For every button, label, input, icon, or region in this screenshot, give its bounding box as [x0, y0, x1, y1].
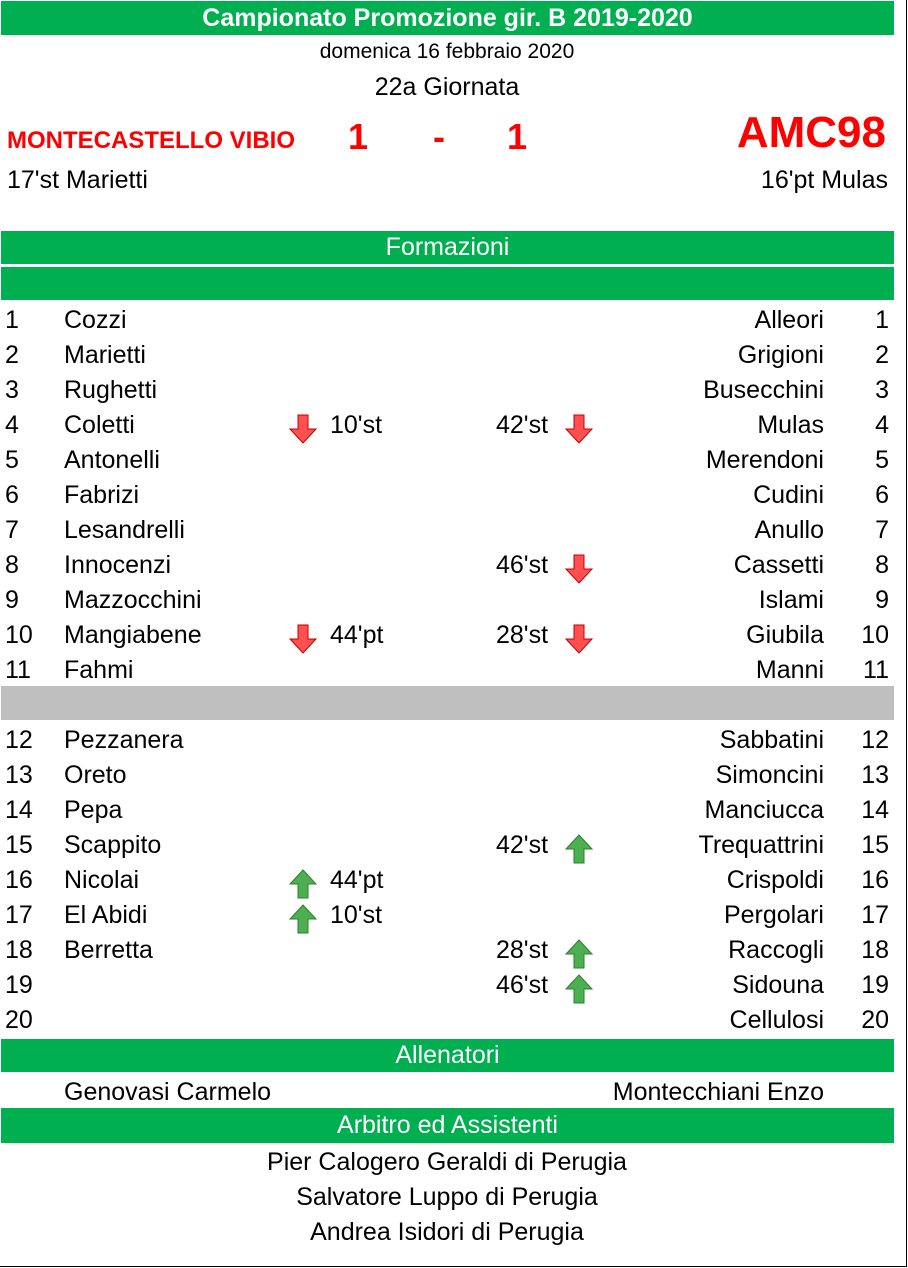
away-shirt-number: 19 [861, 971, 889, 999]
away-team-name: AMC98 [736, 108, 886, 157]
match-date: domenica 16 febbraio 2020 [319, 40, 575, 63]
home-player-name: Antonelli [64, 446, 160, 474]
away-player-name: Grigioni [737, 341, 824, 369]
away-player-name: Crispoldi [726, 866, 824, 894]
away-player-name: Sabbatini [719, 726, 824, 754]
home-shirt-number: 19 [5, 971, 33, 999]
home-team-name: MONTECASTELLO VIBIO [7, 127, 295, 154]
home-substitution-minute: 10'st [330, 901, 383, 929]
home-shirt-number: 13 [5, 761, 33, 789]
substitution-out-arrow-icon [564, 624, 594, 654]
away-player-name: Simoncini [715, 761, 824, 789]
round-label: 22a Giornata [374, 73, 520, 101]
home-player-name: Rughetti [64, 376, 158, 404]
lineup-row [0, 828, 894, 863]
home-shirt-number: 17 [5, 901, 33, 929]
away-player-name: Sidouna [732, 971, 824, 999]
home-player-name: Oreto [64, 761, 127, 789]
lineup-row [0, 1003, 894, 1038]
home-shirt-number: 2 [5, 341, 19, 369]
away-shirt-number: 15 [861, 831, 889, 859]
away-shirt-number: 18 [861, 936, 889, 964]
lineup-row [0, 443, 894, 478]
bench-separator [1, 686, 894, 720]
home-shirt-number: 1 [5, 306, 19, 334]
away-player-name: Cudini [753, 481, 824, 509]
away-player-name: Trequattrini [698, 831, 824, 859]
away-player-name: Cellulosi [729, 1006, 824, 1034]
substitution-in-arrow-icon [564, 939, 594, 969]
lineup-row [0, 338, 894, 373]
away-substitution-minute: 42'st [496, 411, 549, 439]
home-shirt-number: 20 [5, 1006, 33, 1034]
away-substitution-minute: 28'st [496, 936, 549, 964]
home-shirt-number: 14 [5, 796, 33, 824]
substitution-out-arrow-icon [564, 414, 594, 444]
away-substitution-minute: 46'st [496, 551, 549, 579]
lineup-row [0, 968, 894, 1003]
home-shirt-number: 8 [5, 551, 19, 579]
home-player-name: Fabrizi [64, 481, 140, 509]
away-shirt-number: 1 [875, 306, 889, 334]
home-player-name: Berretta [64, 936, 153, 964]
lineup-row [0, 303, 894, 338]
home-player-name: Scappito [64, 831, 162, 859]
lineup-row [0, 793, 894, 828]
away-player-name: Cassetti [733, 551, 824, 579]
away-score: 1 [507, 116, 528, 157]
lineup-row [0, 408, 894, 443]
lineup-row [0, 653, 894, 688]
home-player-name: Innocenzi [64, 551, 172, 579]
home-shirt-number: 4 [5, 411, 19, 439]
away-shirt-number: 9 [875, 586, 889, 614]
away-player-name: Manciucca [704, 796, 824, 824]
substitution-out-arrow-icon [564, 554, 594, 584]
substitution-in-arrow-icon [288, 869, 318, 899]
away-shirt-number: 16 [861, 866, 889, 894]
home-shirt-number: 7 [5, 516, 19, 544]
home-substitution-minute: 44'pt [330, 866, 384, 894]
home-shirt-number: 9 [5, 586, 19, 614]
away-player-name: Alleori [754, 306, 824, 334]
substitution-in-arrow-icon [564, 974, 594, 1004]
lineups-spacer [1, 267, 894, 300]
assistant-referee-2: Andrea Isidori di Perugia [310, 1218, 584, 1246]
away-player-name: Mulas [757, 411, 824, 439]
home-player-name: Cozzi [64, 306, 127, 334]
lineup-row [0, 618, 894, 653]
home-shirt-number: 11 [5, 656, 31, 684]
home-scorers: 17'st Marietti [7, 166, 148, 194]
away-shirt-number: 4 [875, 411, 889, 439]
away-shirt-number: 3 [875, 376, 889, 404]
away-scorers: 16'pt Mulas [760, 166, 888, 194]
away-shirt-number: 13 [861, 761, 889, 789]
score-separator: - [433, 116, 445, 157]
home-substitution-minute: 10'st [330, 411, 383, 439]
home-shirt-number: 12 [5, 726, 33, 754]
lineup-row [0, 513, 894, 548]
away-player-name: Giubila [746, 621, 824, 649]
away-shirt-number: 8 [875, 551, 889, 579]
away-substitution-minute: 42'st [496, 831, 549, 859]
away-player-name: Merendoni [705, 446, 824, 474]
lineup-row [0, 863, 894, 898]
away-player-name: Manni [755, 656, 824, 684]
away-shirt-number: 5 [875, 446, 889, 474]
officials-header: Arbitro ed Assistenti [1, 1108, 894, 1143]
coaches-header: Allenatori [1, 1039, 894, 1072]
away-player-name: Islami [758, 586, 824, 614]
home-shirt-number: 10 [5, 621, 33, 649]
home-substitution-minute: 44'pt [330, 621, 384, 649]
away-shirt-number: 20 [861, 1006, 889, 1034]
lineup-row [0, 758, 894, 793]
home-player-name: Mangiabene [64, 621, 202, 649]
home-shirt-number: 15 [5, 831, 33, 859]
lineups-header: Formazioni [1, 231, 894, 264]
championship-title: Campionato Promozione gir. B 2019-2020 [1, 1, 894, 35]
away-player-name: Anullo [754, 516, 824, 544]
away-shirt-number: 12 [861, 726, 889, 754]
lineup-row [0, 933, 894, 968]
lineup-row [0, 548, 894, 583]
substitution-in-arrow-icon [288, 904, 318, 934]
lineup-row [0, 898, 894, 933]
home-player-name: Nicolai [64, 866, 140, 894]
substitution-out-arrow-icon [288, 414, 318, 444]
home-coach: Genovasi Carmelo [64, 1078, 272, 1106]
away-substitution-minute: 28'st [496, 621, 549, 649]
away-substitution-minute: 46'st [496, 971, 549, 999]
home-player-name: Fahmi [64, 656, 134, 684]
away-shirt-number: 10 [861, 621, 889, 649]
home-player-name: Marietti [64, 341, 146, 369]
home-player-name: Mazzocchini [64, 586, 202, 614]
lineup-row [0, 723, 894, 758]
lineup-row [0, 583, 894, 618]
away-player-name: Raccogli [728, 936, 824, 964]
home-player-name: Pezzanera [64, 726, 184, 754]
away-player-name: Pergolari [723, 901, 824, 929]
away-shirt-number: 2 [875, 341, 889, 369]
substitution-out-arrow-icon [288, 624, 318, 654]
away-shirt-number: 11 [863, 656, 889, 684]
home-shirt-number: 16 [5, 866, 33, 894]
assistant-referee-1: Salvatore Luppo di Perugia [296, 1183, 598, 1211]
home-shirt-number: 5 [5, 446, 19, 474]
away-shirt-number: 7 [875, 516, 889, 544]
away-coach: Montecchiani Enzo [612, 1078, 824, 1106]
lineup-row [0, 373, 894, 408]
substitution-in-arrow-icon [564, 834, 594, 864]
away-player-name: Busecchini [703, 376, 824, 404]
away-shirt-number: 14 [861, 796, 889, 824]
home-player-name: El Abidi [64, 901, 148, 929]
lineup-row [0, 478, 894, 513]
home-shirt-number: 18 [5, 936, 33, 964]
home-player-name: Pepa [64, 796, 123, 824]
home-player-name: Lesandrelli [64, 516, 185, 544]
away-shirt-number: 17 [861, 901, 889, 929]
home-player-name: Coletti [64, 411, 135, 439]
home-shirt-number: 3 [5, 376, 19, 404]
home-score: 1 [348, 116, 369, 157]
referee: Pier Calogero Geraldi di Perugia [267, 1148, 627, 1176]
home-shirt-number: 6 [5, 481, 19, 509]
away-shirt-number: 6 [875, 481, 889, 509]
